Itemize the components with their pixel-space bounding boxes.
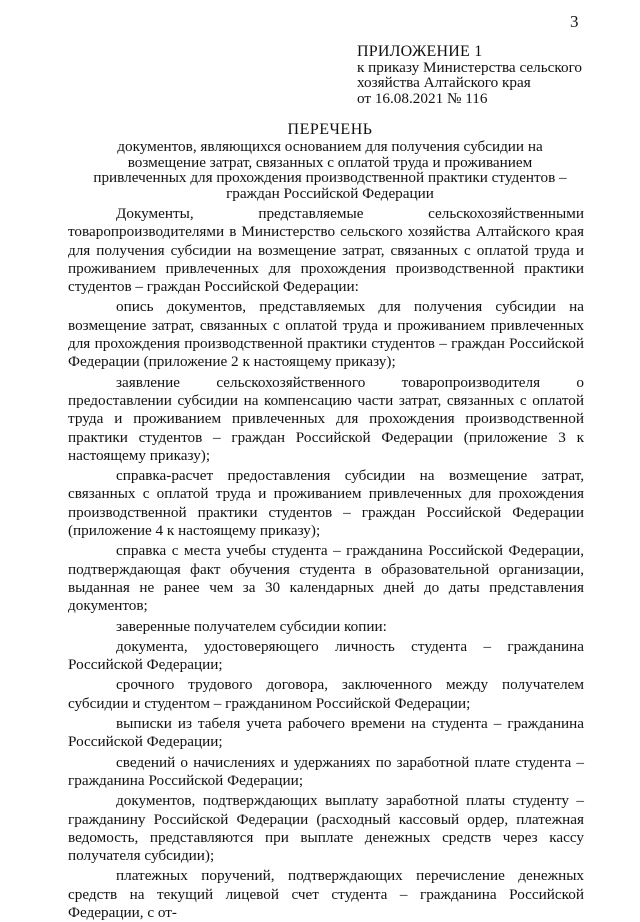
appendix-line: к приказу Министерства сельского [357, 58, 583, 76]
paragraph: Документы, представляемые сельскохозяйственными товаропроизводителями в Министерство сельского хозяйства Алтайского края для получения субсидии на возмещение затрат, связанных с оплатой труда и проживанием привлеченных для прохождения производственной практики студентов – граждан Российской Федерации: [68, 205, 584, 296]
paragraph: документов, подтверждающих выплату заработной платы студенту – гражданину Российской Федерации (расходный кассовый ордер, платежная ведомость, представляются при выплате денежных средств через кассу получателя субсидии); [68, 792, 584, 865]
appendix-line: от 16.08.2021 № 116 [357, 89, 488, 107]
paragraph: заверенные получателем субсидии копии: [116, 617, 387, 635]
paragraph: опись документов, представляемых для получения субсидии на возмещение затрат, связанных с оплатой труда и проживанием привлеченных для прохождения производственной практики студентов – граждан Российской Федерации (приложение 2 к настоящему приказу); [68, 298, 584, 371]
paragraph: срочного трудового договора, заключенного между получателем субсидии и студентом – гражданином Российской Федерации; [68, 676, 584, 712]
paragraph: справка с места учебы студента – гражданина Российской Федерации, подтверждающая факт обучения студента в образовательной организации, выданная не ранее чем за 30 календарных дней до даты представления документов; [68, 542, 584, 615]
document-title [80, 121, 580, 201]
paragraph: документа, удостоверяющего личность студента – гражданина Российской Федерации; [68, 637, 584, 674]
page-number: 3 [570, 12, 579, 31]
appendix-title: ПРИЛОЖЕНИЕ 1 [357, 43, 483, 60]
paragraph: выписки из табеля учета рабочего времени на студента – гражданина Российской Федерации; [68, 715, 584, 751]
title-subtitle: документов, являющихся основанием для получения субсидии на возмещение затрат, связанных с оплатой труда и проживанием привлеченных для прохождения производственной практики студентов – граждан Российской Федерации [93, 138, 567, 202]
paragraph: справка-расчет предоставления субсидии на возмещение затрат, связанных с оплатой труда и проживанием привлеченных для прохождения производственной практики студентов – граждан Российской Федерации (приложение 4 к настоящему приказу); [68, 467, 584, 540]
paragraph: заявление сельскохозяйственного товаропроизводителя о предоставлении субсидии на компенсацию части затрат, связанных с оплатой труда и проживанием привлеченных для прохождения производственной практики студентов – граждан Российской Федерации (приложение 3 к настоящему приказу); [68, 373, 584, 464]
appendix-line: хозяйства Алтайского края [357, 74, 531, 91]
paragraph: сведений о начислениях и удержаниях по заработной плате студента – гражданина Российской Федерации; [68, 753, 584, 789]
appendix-header [357, 44, 627, 106]
paragraph: платежных поручений, подтверждающих перечисление денежных средств на текущий лицевой счет студента – гражданина Российской Федерации, с от- [68, 867, 584, 921]
title-heading: ПЕРЕЧЕНЬ [287, 121, 373, 138]
body-text [68, 205, 584, 922]
